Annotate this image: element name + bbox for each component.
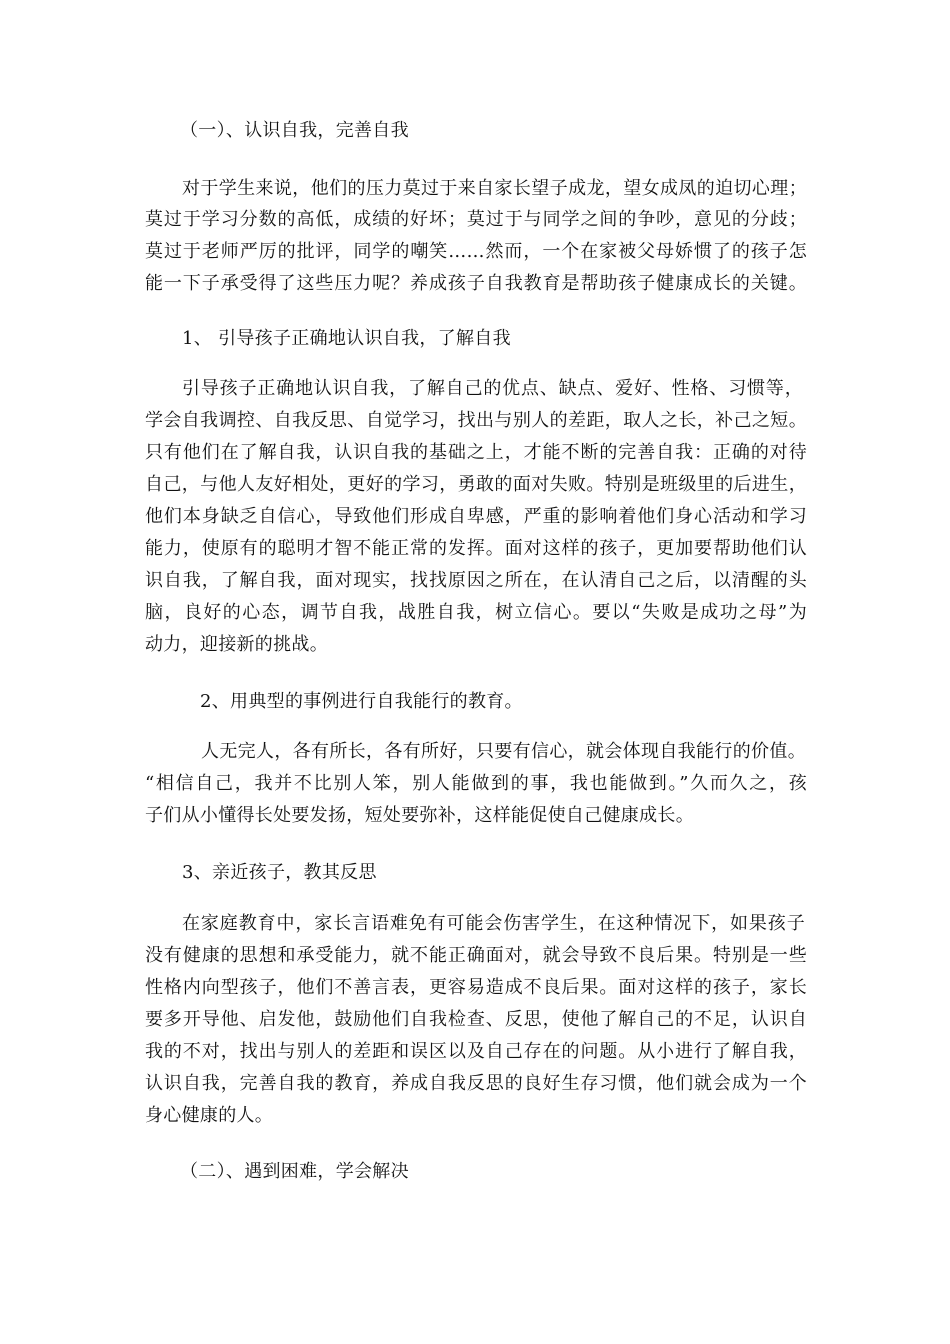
- paragraph-line: 我的不对，找出与别人的差距和误区以及自己存在的问题。从小进行了解自我，: [145, 1041, 807, 1062]
- paragraph-line: 自己，与他人友好相处，更好的学习，勇敢的面对失败。特别是班级里的后进生，: [145, 474, 807, 495]
- section-heading: 1、 引导孩子正确地认识自我，了解自我: [182, 328, 511, 349]
- paragraph-line: 只有他们在了解自我，认识自我的基础之上，才能不断的完善自我：正确的对待: [145, 442, 807, 463]
- paragraph-line: 识自我，了解自我，面对现实，找找原因之所在，在认清自己之后，以清醒的头: [145, 570, 807, 591]
- paragraph-line: 没有健康的思想和承受能力，就不能正确面对，就会导致不良后果。特别是一些: [145, 945, 807, 966]
- paragraph-line: “相信自己，我并不比别人笨，别人能做到的事，我也能做到。”久而久之，孩: [145, 773, 807, 794]
- paragraph-line: 对于学生来说，他们的压力莫过于来自家长望子成龙，望女成凤的迫切心理；: [182, 178, 807, 199]
- section-heading: （一）、认识自我，完善自我: [180, 120, 409, 141]
- paragraph-line: 脑，良好的心态，调节自我，战胜自我，树立信心。要以“失败是成功之母”为: [145, 602, 807, 623]
- section-heading: 3、亲近孩子，教其反思: [182, 862, 377, 883]
- section-heading: （二）、遇到困难，学会解决: [180, 1161, 409, 1182]
- paragraph-line: 子们从小懂得长处要发扬，短处要弥补，这样能促使自己健康成长。: [145, 805, 694, 826]
- paragraph-line: 身心健康的人。: [145, 1105, 274, 1126]
- paragraph-line: 能一下子承受得了这些压力呢？养成孩子自我教育是帮助孩子健康成长的关键。: [145, 273, 807, 294]
- paragraph-line: 认识自我，完善自我的教育，养成自我反思的良好生存习惯，他们就会成为一个: [145, 1073, 807, 1094]
- paragraph-line: 在家庭教育中，家长言语难免有可能会伤害学生，在这种情况下，如果孩子: [182, 913, 805, 934]
- paragraph-line: 人无完人，各有所长，各有所好，只要有信心，就会体现自我能行的价值。: [201, 741, 806, 762]
- section-heading: 2、用典型的事例进行自我能行的教育。: [200, 691, 523, 712]
- paragraph-line: 引导孩子正确地认识自我，了解自己的优点、缺点、爱好、性格、习惯等，: [182, 378, 803, 399]
- paragraph-line: 能力，使原有的聪明才智不能正常的发挥。面对这样的孩子，更加要帮助他们认: [145, 538, 807, 559]
- paragraph-line: 莫过于老师严厉的批评，同学的嘲笑……然而，一个在家被父母娇惯了的孩子怎: [145, 241, 807, 262]
- paragraph-line: 动力，迎接新的挑战。: [145, 634, 328, 655]
- paragraph-line: 要多开导他、启发他，鼓励他们自我检查、反思，使他了解自己的不足，认识自: [145, 1009, 807, 1030]
- paragraph-line: 性格内向型孩子，他们不善言表，更容易造成不良后果。面对这样的孩子，家长: [145, 977, 807, 998]
- paragraph-line: 他们本身缺乏自信心，导致他们形成自卑感，严重的影响着他们身心活动和学习: [145, 506, 807, 527]
- paragraph-line: 莫过于学习分数的高低，成绩的好坏；莫过于与同学之间的争吵，意见的分歧；: [145, 209, 807, 230]
- paragraph-line: 学会自我调控、自我反思、自觉学习，找出与别人的差距，取人之长，补己之短。: [145, 410, 807, 431]
